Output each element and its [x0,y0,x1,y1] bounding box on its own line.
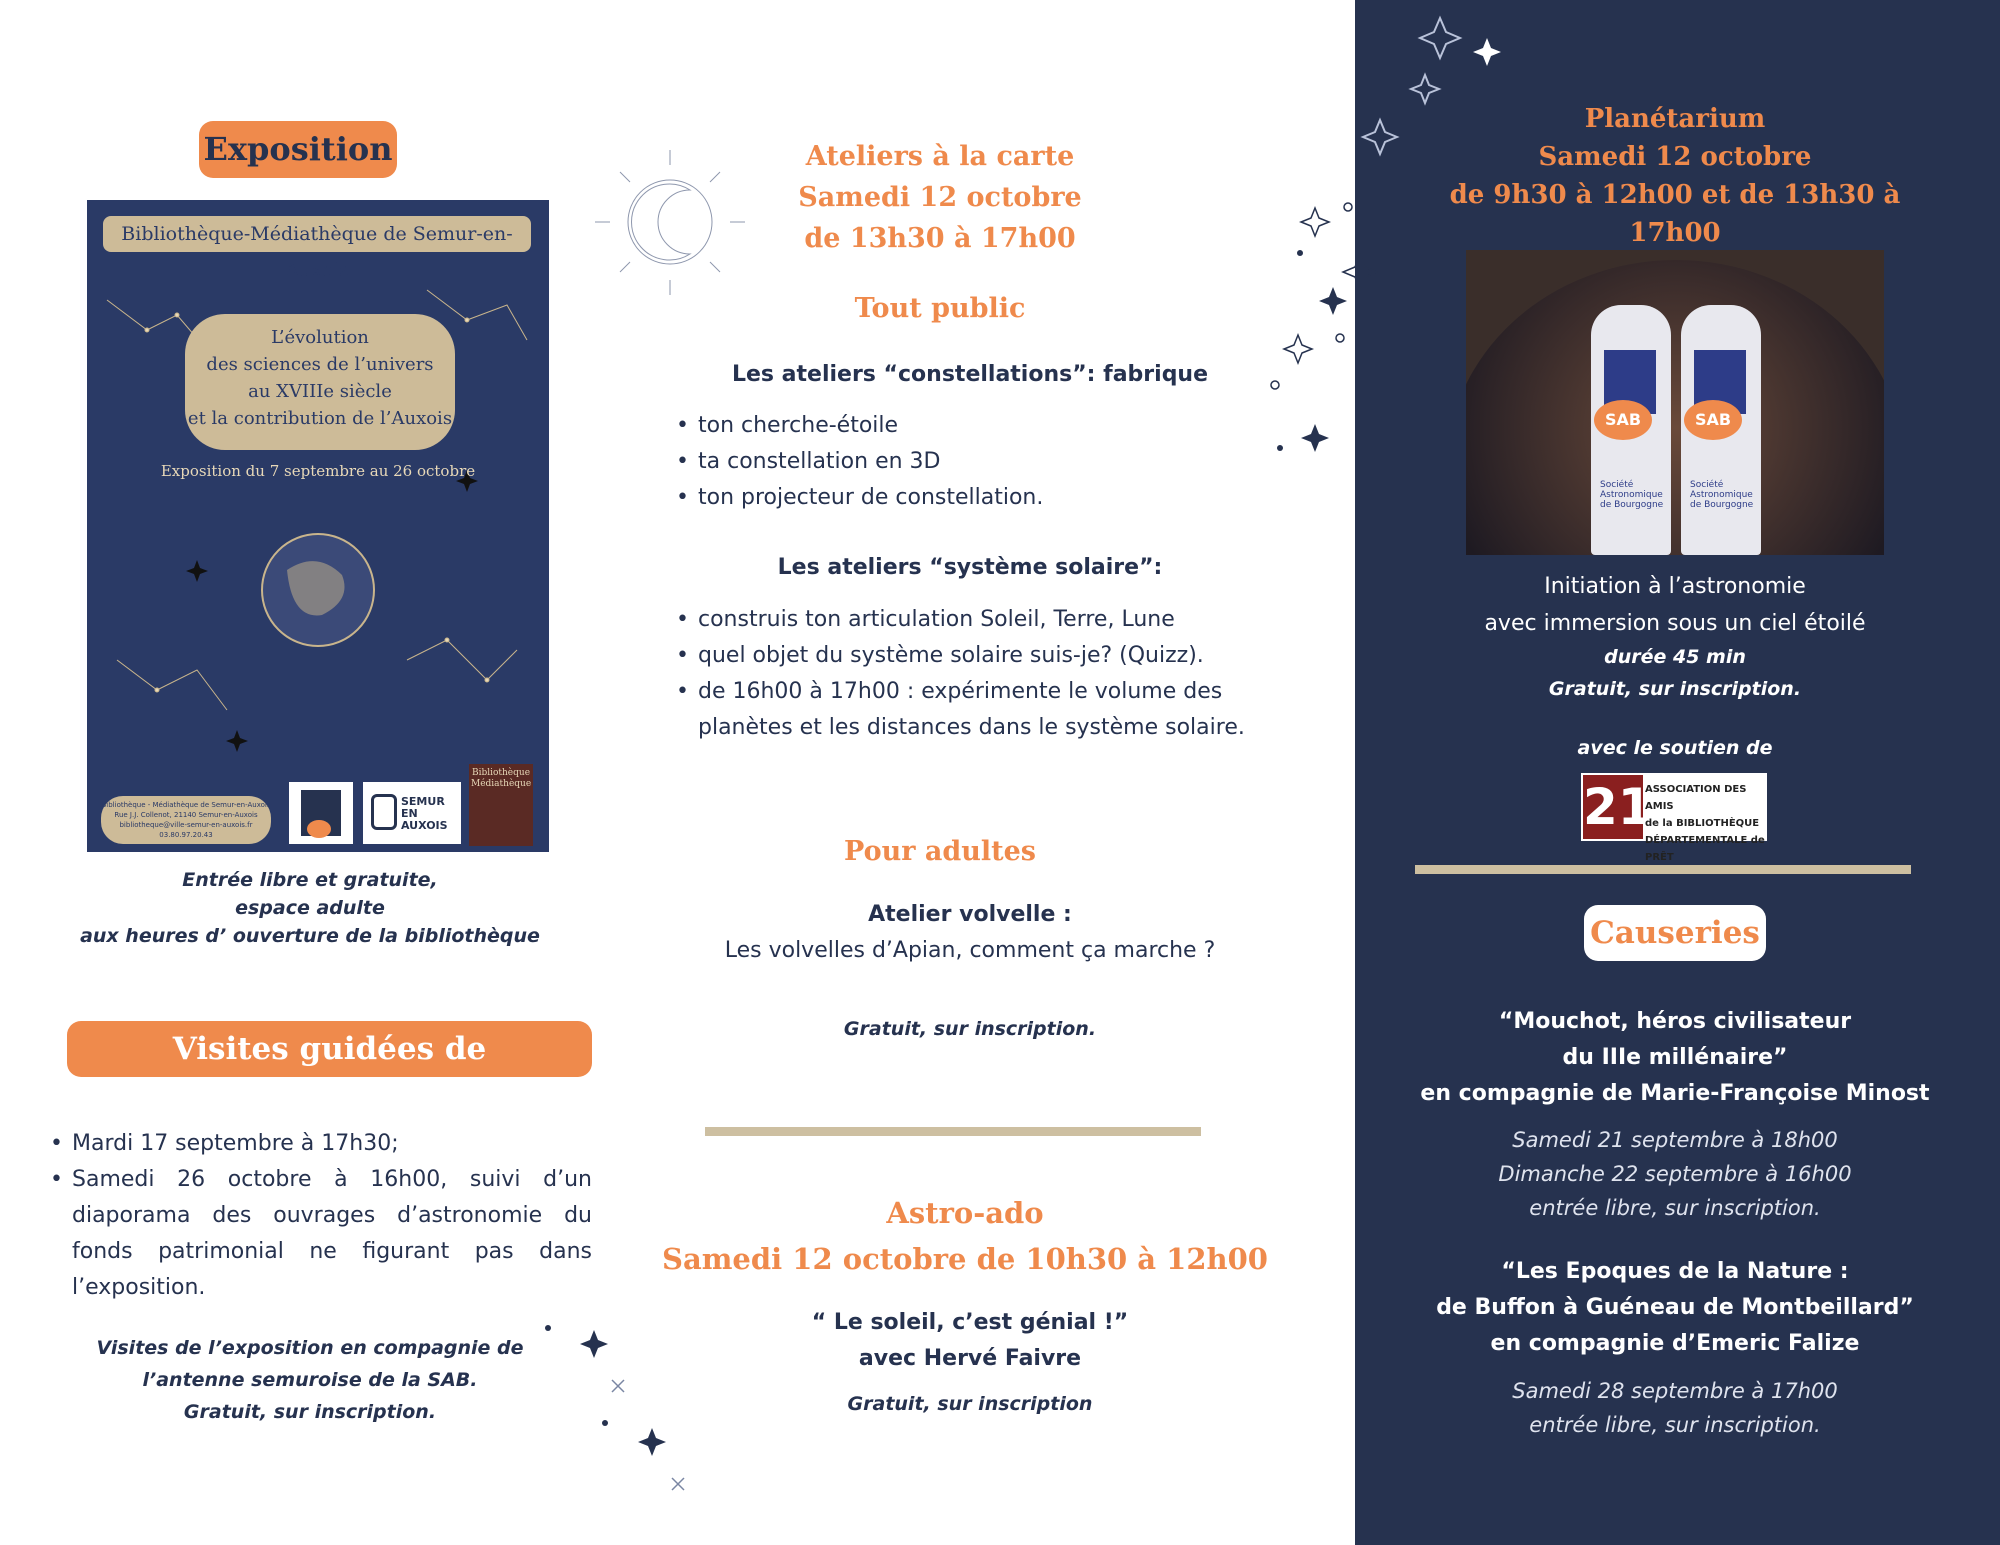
society-label [1690,480,1760,510]
address-line: 03.80.97.20.43 [159,831,213,839]
divider [705,1127,1201,1136]
star-icon [1319,287,1347,315]
star-icon [1473,38,1501,66]
star-icon [1411,75,1439,103]
semur-logo-text: SEMUR EN AUXOIS [401,795,448,832]
exhibition-poster [87,200,549,852]
library-logo [469,764,533,846]
astro-ado-gratuit: Gratuit, sur inscription [847,1393,1093,1415]
sab-label: SAB [1594,400,1652,440]
astro-ado-heading [660,1190,1270,1282]
poster-theme-line: au XVIIIe siècle [248,381,392,402]
constellations-list [676,408,1276,516]
desc-line: Initiation à l’astronomie [1544,574,1806,599]
planetarium-photo [1466,250,1884,555]
sab-label: SAB [1684,400,1742,440]
star-icon [638,1428,666,1456]
star-icon [1420,18,1460,58]
solaire-title: Les ateliers “système solaire”: [777,555,1163,580]
library-logo-text: Bibliothèque Médiathèque [471,768,532,789]
star-icon [580,1330,608,1358]
talk-line: “ Le soleil, c’est génial !” [811,1310,1129,1335]
address-line: Rue J.J. Collenot, 21140 Semur-en-Auxois [114,811,258,819]
ateliers-gratuit: Gratuit, sur inscription. [843,1018,1097,1040]
poster-library-title: Bibliothèque-Médiathèque de Semur-en-Auxois [103,216,531,252]
list-item: • de 16h00 à 17h00 : expérimente le volume des planètes et les distances dans le système solaire. [676,674,1276,746]
title-line: “Mouchot, héros civilisateur [1498,1009,1852,1034]
planetarium-heading [1400,100,1950,252]
visites-list [50,1126,592,1306]
talk-line: avec Hervé Faivre [858,1346,1082,1371]
heading-line: Samedi 12 octobre [1538,142,1812,172]
list-item: • construis ton articulation Soleil, Terre, Lune [676,602,1276,638]
poster-theme-line: L’évolution [271,327,369,348]
star-icon [1363,120,1397,154]
divider [1415,865,1911,874]
talk1-title [1380,1004,1970,1112]
list-item: • Samedi 26 octobre à 16h00, suivi d’un diaporama des ouvrages d’astronomie du fonds patrimonial ne figurant pas dans l’exposition. [50,1162,592,1306]
sponsor-line: DÉPARTEMENTALE de PRÊT [1645,835,1765,863]
sponsor-line: ASSOCIATION DES AMIS [1645,784,1747,812]
star-icon [1284,335,1312,363]
sponsor-text [1645,781,1765,866]
poster-theme-line: et la contribution de l’Auxois [187,408,453,429]
list-item: • ta constellation en 3D [676,444,1276,480]
visites-badge: Visites guidées de l’exposition [67,1021,592,1077]
volvelle-text: Les volvelles d’Apian, comment ça marche ? [724,938,1216,963]
volvelle-title: Atelier volvelle : [868,902,1072,927]
title-line: “Les Epoques de la Nature : [1501,1259,1849,1284]
title-line: en compagnie d’Emeric Falize [1490,1331,1860,1356]
soutien-text: avec le soutien de [1577,737,1773,759]
title-line: en compagnie de Marie-Françoise Minost [1420,1081,1930,1106]
poster-dates: Exposition du 7 septembre au 26 octobre [160,462,476,480]
planetarium-desc [1400,568,1950,642]
adultes-heading: Pour adultes [844,836,1036,867]
info-line: Entrée libre et gratuite, [182,869,438,891]
society-line: Astronomique [1600,490,1663,500]
list-item: • ton cherche-étoile [676,408,1276,444]
heading-line: Ateliers à la carte [805,141,1075,172]
solaire-list [676,602,1276,746]
info-line: espace adulte [235,897,385,919]
exposition-info [40,866,580,950]
date-line: entrée libre, sur inscription. [1529,1413,1821,1437]
society-line: Société [1690,480,1724,490]
society-label [1600,480,1670,510]
sab-logo [289,782,353,844]
society-line: de Bourgogne [1690,500,1754,510]
date-line: Samedi 21 septembre à 18h00 [1512,1128,1838,1152]
society-line: de Bourgogne [1600,500,1664,510]
heading-line: Planétarium [1584,104,1766,134]
astro-ado-talk [690,1305,1250,1377]
address-line: Bibliothèque - Médiathèque de Semur-en-Auxois [101,801,271,809]
star-icon [1343,255,1377,289]
list-item: • ton projecteur de constellation. [676,480,1276,516]
sponsor-line: de la BIBLIOTHÈQUE [1645,818,1760,829]
poster-address [101,796,271,844]
duration-text: durée 45 min [1604,646,1746,668]
society-line: Société [1600,480,1634,490]
note-line: Gratuit, sur inscription. [183,1401,437,1423]
visites-note [60,1332,560,1428]
ateliers-heading [740,136,1140,259]
talk2-dates [1380,1374,1970,1442]
info-line: aux heures d’ ouverture de la bibliothèque [80,925,540,947]
heading-line: de 9h30 à 12h00 et de 13h30 à 17h00 [1449,180,1901,248]
talk2-title [1380,1254,1970,1362]
society-line: Astronomique [1690,490,1753,500]
semur-logo [363,782,461,844]
note-line: l’antenne semuroise de la SAB. [142,1369,478,1391]
heading-line: Samedi 12 octobre de 10h30 à 12h00 [662,1242,1268,1276]
poster-theme-line: des sciences de l’univers [206,354,434,375]
note-line: Visites de l’exposition en compagnie de [96,1337,524,1359]
star-icon [1301,424,1329,452]
talk1-dates [1380,1123,1970,1225]
tout-public-heading: Tout public [854,293,1026,324]
poster-theme [185,314,455,450]
title-line: de Buffon à Guéneau de Montbeillard” [1436,1295,1914,1320]
star-icon [1301,208,1329,236]
date-line: entrée libre, sur inscription. [1529,1196,1821,1220]
title-line: du IIIe millénaire” [1562,1045,1788,1070]
heading-line: de 13h30 à 17h00 [804,223,1076,254]
heading-line: Astro-ado [886,1196,1044,1230]
gratuit-text: Gratuit, sur inscription. [1548,678,1802,700]
constellations-title: Les ateliers “constellations”: fabrique [731,362,1209,387]
date-line: Samedi 28 septembre à 17h00 [1512,1379,1838,1403]
date-line: Dimanche 22 septembre à 16h00 [1498,1162,1852,1186]
moon-icon [595,150,745,295]
planetarium-info [1400,641,1950,705]
sponsor-logo: 21 ASSOCIATION DES AMIS de la BIBLIOTHÈQUE DÉPARTEMENTALE de PRÊT [1581,773,1767,841]
list-item: • quel objet du système solaire suis-je? (Quizz). [676,638,1276,674]
list-item: • Mardi 17 septembre à 17h30; [50,1126,592,1162]
heading-line: Samedi 12 octobre [798,182,1082,213]
causeries-badge: Causeries [1584,905,1766,961]
address-line: bibliotheque@ville-semur-en-auxois.fr [119,821,253,829]
exposition-badge: Exposition [199,121,397,178]
desc-line: avec immersion sous un ciel étoilé [1484,611,1866,636]
